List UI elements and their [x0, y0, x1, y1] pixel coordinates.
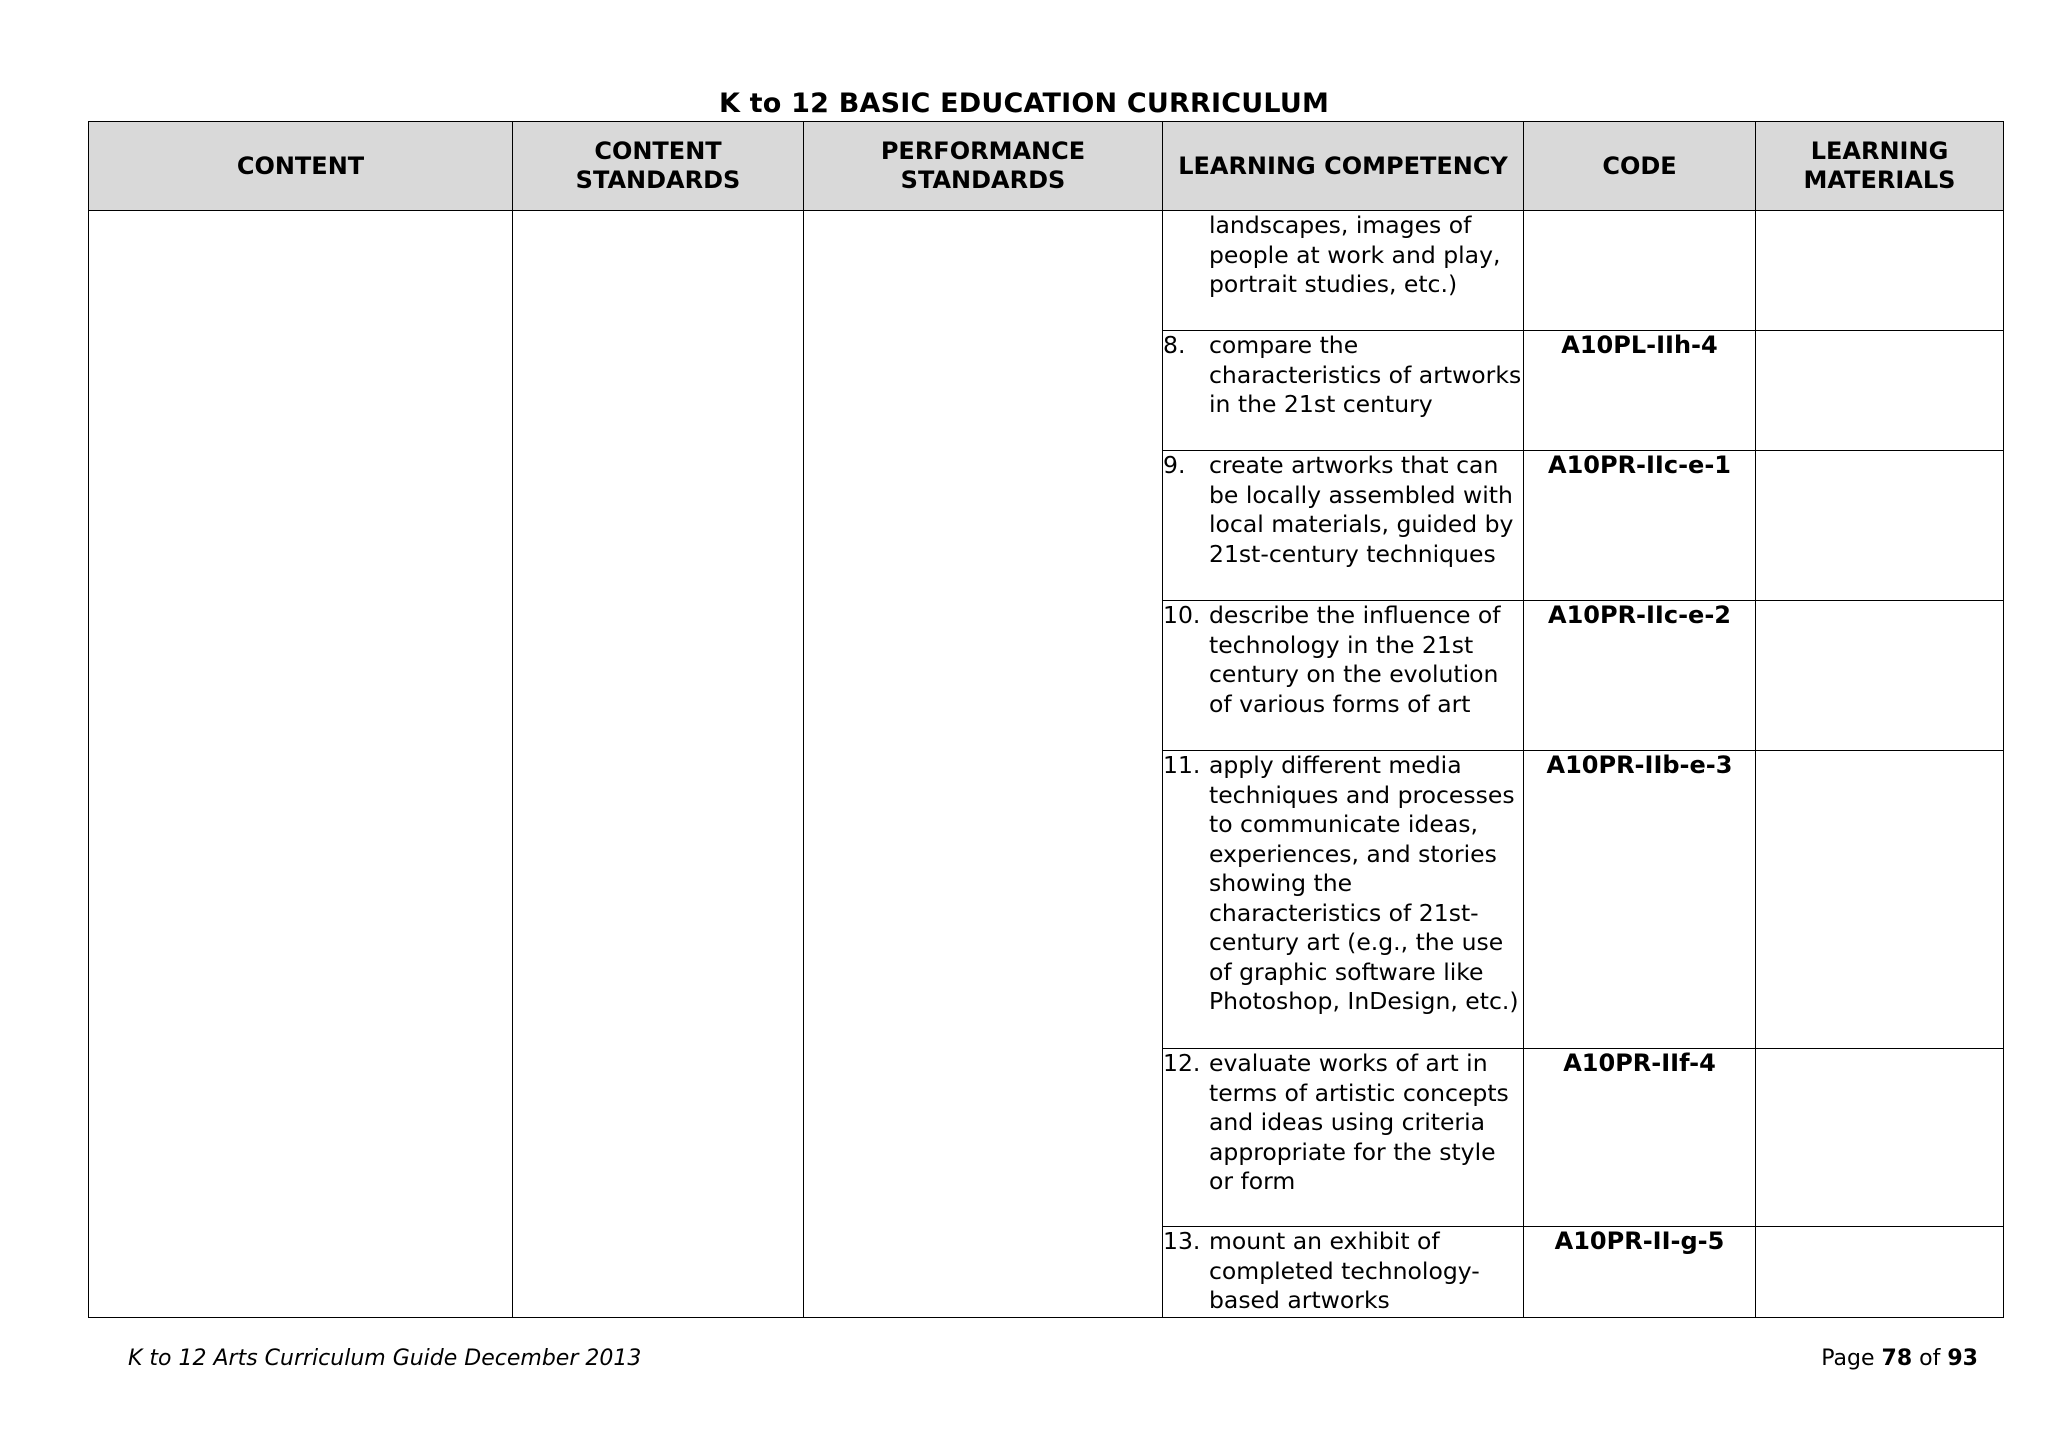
learning-competency-cell	[1163, 211, 1524, 331]
learning-materials-cell	[1756, 451, 2004, 601]
competency-line: Photoshop, InDesign, etc.)	[1209, 987, 1519, 1015]
competency-line: appropriate for the style	[1209, 1137, 1496, 1166]
code-cell: A10PR-II-g-5	[1524, 1227, 1756, 1318]
competency-line: in the 21st century	[1209, 390, 1433, 418]
learning-materials-cell	[1756, 601, 2004, 751]
competency-line: century art (e.g., the use	[1209, 928, 1504, 956]
competency-line: be locally assembled with	[1209, 480, 1513, 509]
header-learning-competency: LEARNING COMPETENCY	[1163, 122, 1524, 211]
competency-text	[1209, 451, 1523, 569]
competency-line: apply different media	[1209, 751, 1462, 779]
learning-competency-cell	[1163, 1049, 1524, 1227]
competency-line: characteristics of artworks	[1209, 360, 1522, 389]
learning-competency-cell	[1163, 451, 1524, 601]
document-title: K to 12 BASIC EDUCATION CURRICULUM	[718, 88, 1330, 119]
header-content: CONTENT	[89, 122, 513, 211]
curriculum-table	[88, 121, 2004, 1318]
competency-line: based artworks	[1209, 1286, 1390, 1314]
competency-line: showing the	[1209, 869, 1353, 897]
competency-number: 11.	[1163, 751, 1201, 779]
competency-line: characteristics of 21st-	[1209, 898, 1479, 927]
competency-line: of graphic software like	[1209, 957, 1484, 986]
competency-line: of various forms of art	[1209, 689, 1471, 718]
competency-line: century on the evolution	[1209, 660, 1499, 688]
competency-number	[1163, 211, 1209, 300]
header-row	[89, 122, 2004, 211]
competency-line: evaluate works of art in	[1209, 1049, 1488, 1077]
learning-materials-cell	[1756, 331, 2004, 451]
learning-competency-cell	[1163, 751, 1524, 1049]
competency-number: 8.	[1163, 331, 1186, 359]
competency-text	[1209, 211, 1523, 300]
code-cell: A10PR-IIf-4	[1524, 1049, 1756, 1227]
learning-materials-cell	[1756, 211, 2004, 331]
competency-line: completed technology-	[1209, 1256, 1480, 1285]
competency-text	[1209, 331, 1523, 420]
competency-number: 10.	[1163, 601, 1201, 629]
footer-guide-title: K to 12 Arts Curriculum Guide December 2013	[128, 1346, 642, 1371]
competency-line: and ideas using criteria	[1209, 1108, 1486, 1136]
competency-text	[1209, 601, 1523, 719]
learning-materials-cell	[1756, 1227, 2004, 1318]
competency-text	[1209, 1049, 1523, 1197]
competency-line: people at work and play,	[1209, 240, 1501, 269]
competency-line: to communicate ideas,	[1209, 810, 1478, 838]
header-performance-standards: PERFORMANCE STANDARDS	[804, 122, 1163, 211]
competency-line: portrait studies, etc.)	[1209, 270, 1458, 298]
competency-line: mount an exhibit of	[1209, 1227, 1440, 1255]
competency-line: local materials, guided by	[1209, 510, 1514, 538]
competency-line: compare the	[1209, 331, 1359, 359]
learning-competency-cell	[1163, 1227, 1524, 1318]
code-cell: A10PR-IIc-e-1	[1524, 451, 1756, 601]
competency-line: terms of artistic concepts	[1209, 1078, 1509, 1107]
competency-line: landscapes, images of	[1209, 211, 1472, 239]
competency-number: 9.	[1163, 451, 1186, 479]
learning-competency-cell	[1163, 331, 1524, 451]
table-row	[89, 211, 2004, 331]
learning-materials-cell	[1756, 1049, 2004, 1227]
competency-text	[1209, 1227, 1523, 1316]
code-cell: A10PR-IIc-e-2	[1524, 601, 1756, 751]
performance-standards-cell	[804, 211, 1163, 1318]
header-learning-materials: LEARNING MATERIALS	[1756, 122, 2004, 211]
learning-competency-cell	[1163, 601, 1524, 751]
content-cell	[89, 211, 513, 1318]
header-code: CODE	[1524, 122, 1756, 211]
competency-line: create artworks that can	[1209, 451, 1499, 479]
content-standards-cell	[513, 211, 804, 1318]
competency-line: techniques and processes	[1209, 780, 1515, 809]
competency-text	[1209, 751, 1523, 1017]
code-cell: A10PL-IIh-4	[1524, 331, 1756, 451]
competency-number: 13.	[1163, 1227, 1201, 1255]
competency-line: technology in the 21st	[1209, 630, 1474, 659]
competency-line: experiences, and stories	[1209, 839, 1497, 868]
competency-line: or form	[1209, 1167, 1296, 1195]
header-content-standards: CONTENT STANDARDS	[513, 122, 804, 211]
code-cell: A10PR-IIb-e-3	[1524, 751, 1756, 1049]
competency-line: 21st-century techniques	[1209, 539, 1496, 568]
competency-line: describe the influence of	[1209, 601, 1501, 629]
competency-number: 12.	[1163, 1049, 1201, 1077]
code-cell	[1524, 211, 1756, 331]
learning-materials-cell	[1756, 751, 2004, 1049]
footer-page-number: Page 78 of 93	[1821, 1346, 1978, 1371]
